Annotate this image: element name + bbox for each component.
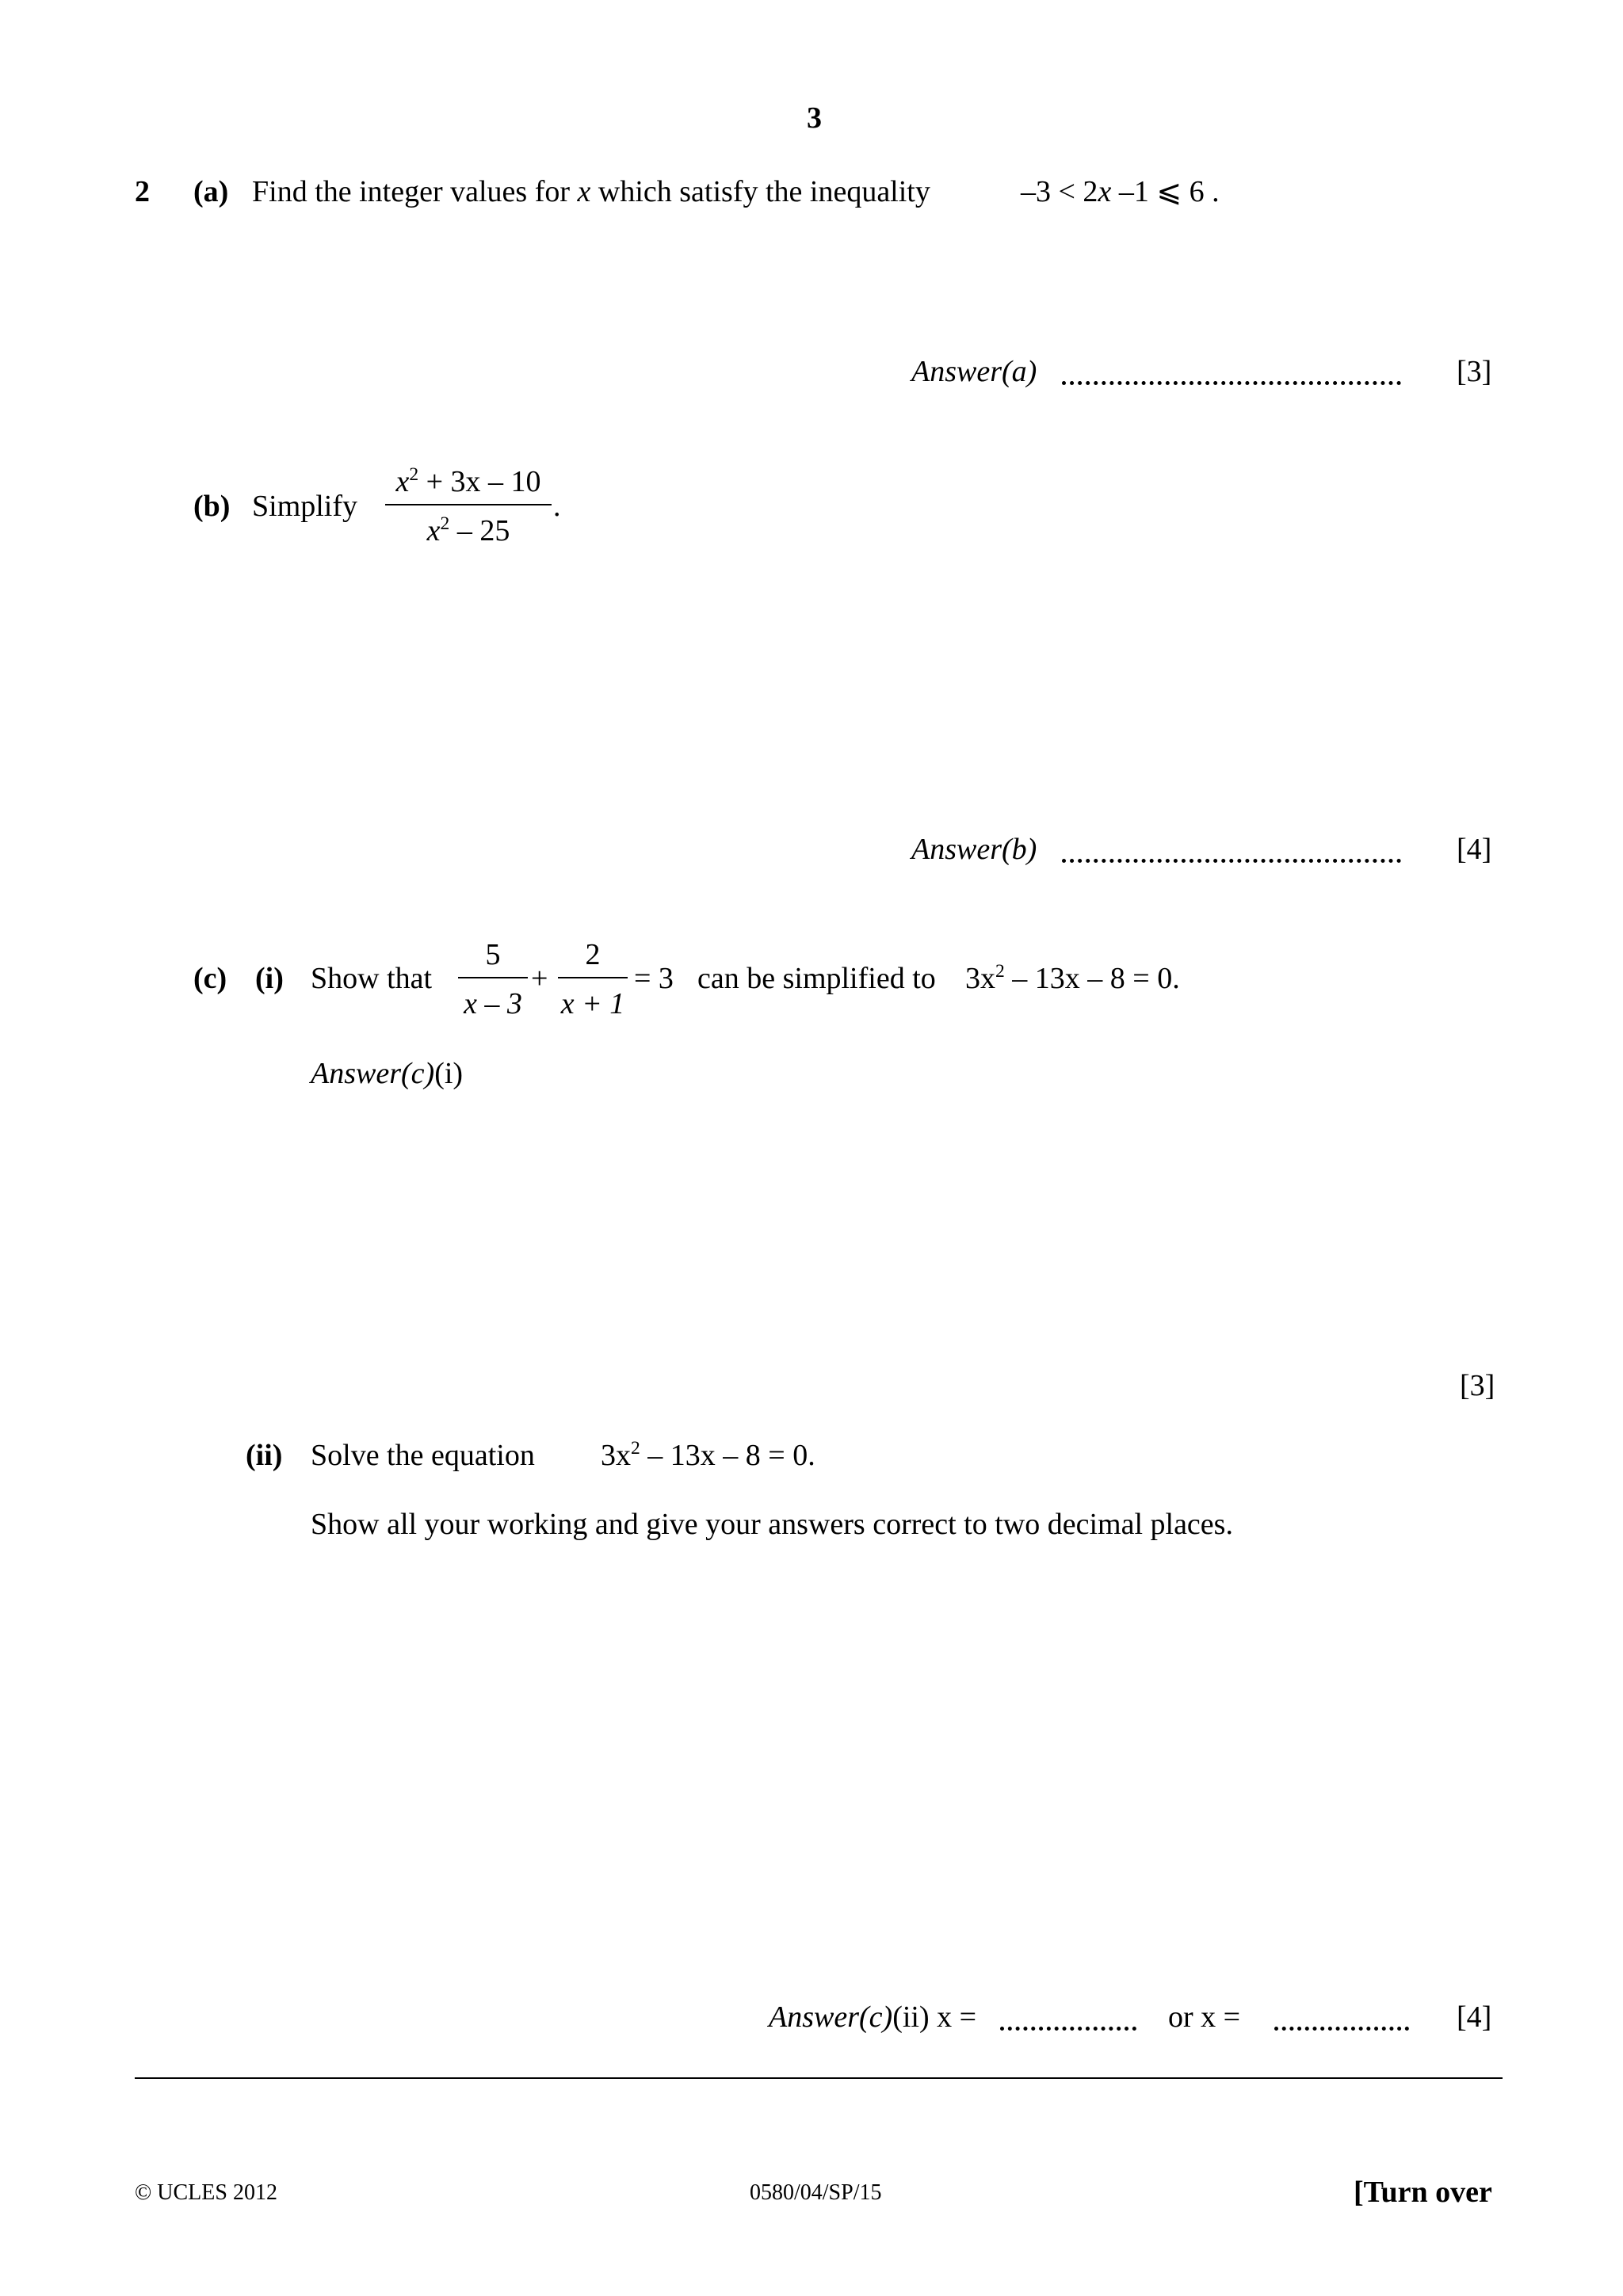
part-c-label: (c) — [193, 962, 227, 995]
part-a-text-pre: Find the integer values for — [252, 175, 578, 208]
part-c-i-middle: can be simplified to — [697, 962, 936, 995]
answer-c-i-label: Answer(c)(i) — [311, 1057, 464, 1090]
part-c-ii-text: Solve the equation — [311, 1439, 535, 1472]
footer-copyright: © UCLES 2012 — [135, 2180, 277, 2205]
footer-turn-over: [Turn over — [1354, 2176, 1492, 2209]
answer-c-ii-line-1[interactable] — [1000, 2027, 1136, 2031]
fraction-numerator: $x^2 + 3x - 10$ — [395, 463, 541, 498]
fraction2-denominator: x + 1 — [560, 987, 625, 1020]
simplify-fraction — [385, 464, 552, 551]
inequality — [1021, 177, 1220, 207]
question-number: 2 — [135, 175, 150, 208]
answer-c-ii-or: or x = — [1168, 2000, 1241, 2034]
fraction1-numerator: 5 — [485, 938, 501, 971]
fraction2-bar — [558, 977, 628, 978]
part-a-text — [252, 177, 930, 207]
part-c-i-label: (i) — [255, 962, 284, 995]
marks-a: [3] — [1457, 355, 1492, 388]
marks-b: [4] — [1457, 833, 1492, 866]
answer-a-label: Answer(a) — [911, 355, 1037, 388]
marks-c-ii: [4] — [1457, 2000, 1492, 2034]
fraction1-denominator: x – 3 — [464, 987, 522, 1020]
part-c-i-result: $3x^2 - 13x - 8 = 0$. — [965, 960, 1180, 995]
part-c-ii-equation: $3x^2 - 13x - 8 = 0$. — [601, 1437, 815, 1472]
answer-c-ii-line-2[interactable] — [1274, 2027, 1409, 2031]
fraction1-bar — [458, 977, 528, 978]
part-c-ii-instruction: Show all your working and give your answers correct to two decimal places. — [311, 1508, 1233, 1541]
fraction-2-over-x-plus-1 — [558, 937, 628, 1024]
page-number: 3 — [807, 101, 822, 135]
part-a-text-post: which satisfy the inequality — [590, 175, 930, 208]
part-b-text: Simplify — [252, 490, 358, 523]
fraction-denominator: $x^2 - 25$ — [426, 513, 510, 547]
fraction-5-over-x-minus-3 — [458, 937, 528, 1024]
fraction-bar — [385, 504, 552, 505]
footer-code: 0580/04/SP/15 — [750, 2180, 882, 2205]
footer-rule — [135, 2077, 1503, 2079]
part-b-end: . — [553, 490, 561, 523]
plus-sign: + — [531, 962, 548, 995]
answer-b-label: Answer(b) — [911, 833, 1037, 866]
fraction2-numerator: 2 — [585, 938, 601, 971]
answer-b-line[interactable] — [1062, 859, 1401, 863]
inequality-var: x — [1098, 175, 1112, 208]
part-c-ii-label: (ii) — [246, 1439, 283, 1472]
part-a-label: (a) — [193, 175, 229, 208]
equals-three: = 3 — [634, 962, 674, 995]
answer-a-line[interactable] — [1062, 381, 1401, 385]
marks-c-i: [3] — [1460, 1369, 1495, 1402]
inequality-right: –1 ⩽ 6 . — [1111, 175, 1220, 208]
answer-c-ii-label: Answer(c)(ii) x = — [769, 2000, 977, 2034]
part-c-i-text: Show that — [311, 962, 433, 995]
inequality-left: –3 < 2 — [1021, 175, 1098, 208]
part-b-label: (b) — [193, 490, 231, 523]
part-a-var: x — [577, 175, 591, 208]
